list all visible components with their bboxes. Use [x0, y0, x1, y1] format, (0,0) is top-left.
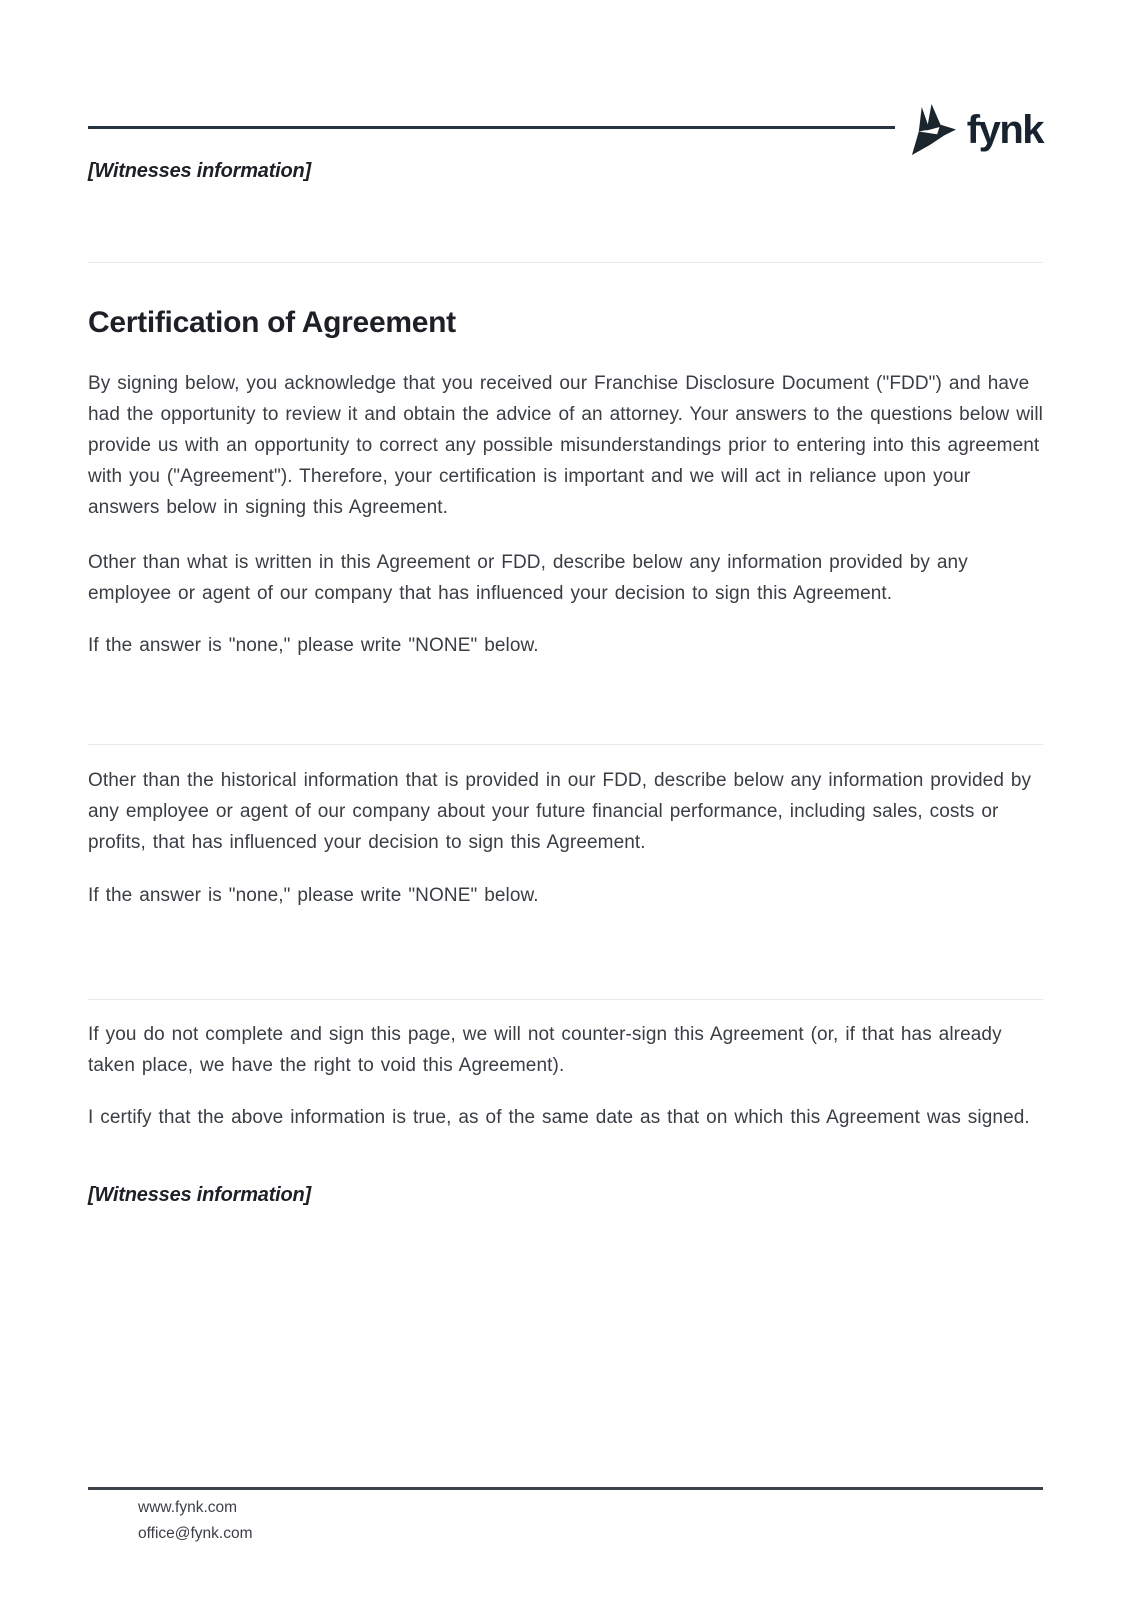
- logo-wordmark: fynk: [966, 108, 1043, 152]
- paragraph-financial-performance: Other than the historical information that is provided in our FDD, describe below any information provided by any employee or agent of our company about your future financial performance, including sales, costs or profits, that has influenced your decision to sign this Agreement.: [88, 770, 1032, 853]
- paragraph-other-information: Other than what is written in this Agreement or FDD, describe below any information provided by any employee or agent of our company that has influenced your decision to sign this Agreement.: [88, 552, 968, 604]
- origami-bird-icon: [910, 103, 957, 157]
- fynk-logo: [910, 103, 1043, 157]
- footer: [138, 1495, 253, 1547]
- paragraph-certify: I certify that the above information is true, as of the same date as that on which this Agreement was signed.: [88, 1107, 1030, 1128]
- section-divider-2: [88, 744, 1043, 745]
- section-divider-1: [88, 262, 1043, 263]
- footer-website-link[interactable]: www.fynk.com: [138, 1499, 238, 1516]
- page-title: Certification of Agreement: [88, 306, 456, 339]
- paragraph-none-instruction-2: If the answer is "none," please write "NONE" below.: [88, 885, 539, 906]
- paragraph-none-instruction-1: If the answer is "none," please write "NONE" below.: [88, 635, 539, 656]
- footer-rule: [88, 1487, 1043, 1490]
- header-rule: [88, 126, 895, 129]
- paragraph-counter-sign: If you do not complete and sign this page, we will not counter-sign this Agreement (or, if that has already taken place, we have the right to void this Agreement).: [88, 1024, 1002, 1076]
- paragraph-acknowledgement: By signing below, you acknowledge that you received our Franchise Disclosure Document ("FDD") and have had the opportunity to review it and obtain the advice of an attorney. Your answers to the questions below will provide us with an opportunity to correct any possible misunderstandings prior to entering into this agreement with you ("Agreement"). Therefore, your certification is important and we will act in reliance upon your answers below in signing this Agreement.: [88, 373, 1043, 518]
- section-divider-3: [88, 999, 1043, 1000]
- footer-email-link[interactable]: office@fynk.com: [138, 1525, 253, 1542]
- witnesses-placeholder-top: [Witnesses information]: [88, 160, 312, 182]
- witnesses-placeholder-bottom: [Witnesses information]: [88, 1184, 312, 1206]
